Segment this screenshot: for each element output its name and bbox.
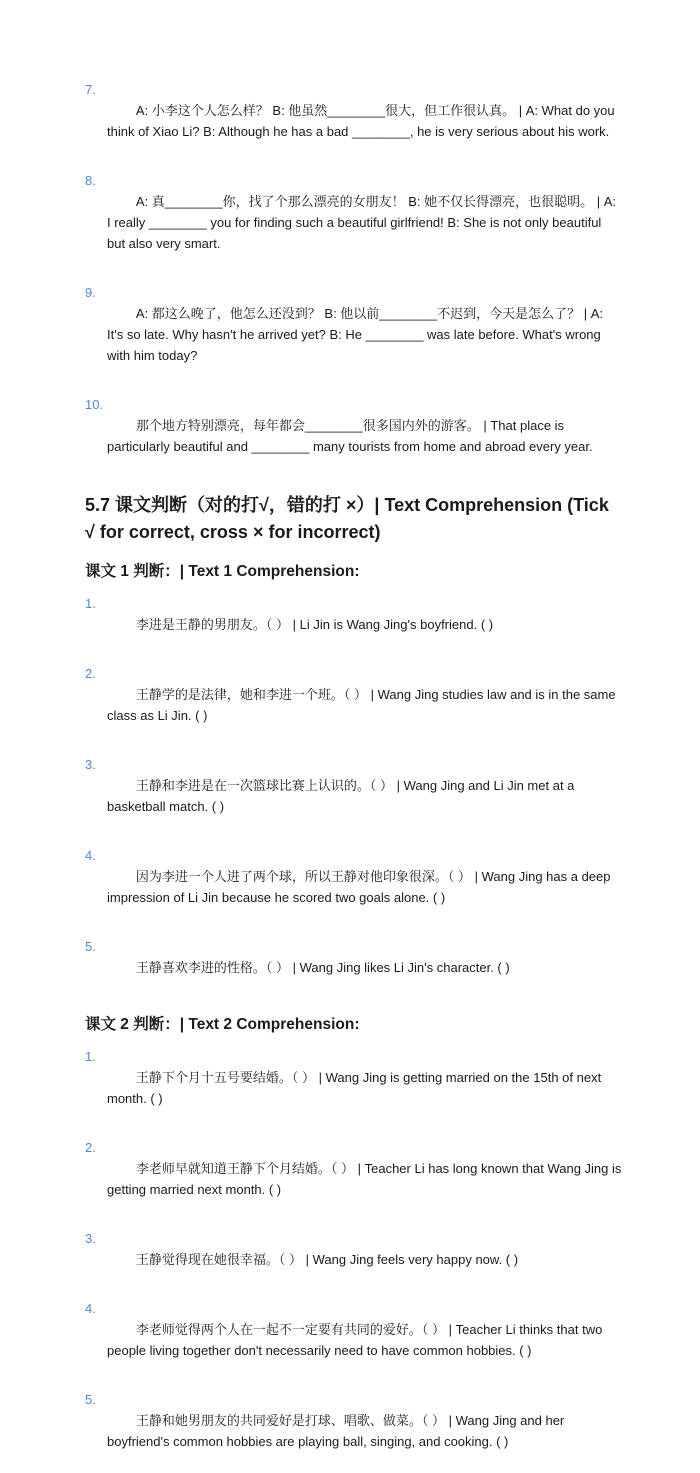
item-text: 那个地方特别漂亮，每年都会________很多国内外的游客。 | That place is particularly beautiful and ________ many tourists from home and abroad every year. [107, 418, 593, 454]
comprehension-item [85, 1389, 622, 1473]
item-number: 7. [85, 82, 96, 97]
exercise-item [85, 170, 622, 275]
comprehension-item [85, 936, 622, 999]
comprehension-item [85, 845, 622, 929]
fill-in-exercise-list [85, 79, 622, 478]
exercise-item [85, 282, 622, 387]
item-number: 3. [85, 1231, 96, 1246]
comprehension-item [85, 1137, 626, 1221]
item-number: 5. [85, 939, 96, 954]
comprehension-item [85, 1298, 622, 1382]
item-text: 王静和她男朋友的共同爱好是打球、唱歌、做菜。（ ） | Wang Jing and her boyfriend's common hobbies are playing ball, singing, and cooking. ( ) [107, 1413, 568, 1449]
item-text: 王静和李进是在一次篮球比赛上认识的。（ ） | Wang Jing and Li Jin met at a basketball match. ( ) [107, 778, 579, 814]
item-number: 1. [85, 1049, 96, 1064]
item-text: A: 都这么晚了，他怎么还没到？ B: 他以前________不迟到，今天是怎么了？ | A: It's so late. Why hasn't he arrived yet? B: He ________ was late before. What's wrong with him today? [107, 306, 607, 363]
comprehension-item [85, 1046, 622, 1130]
item-text: 王静觉得现在她很幸福。（ ） | Wang Jing feels very happy now. ( ) [135, 1252, 519, 1267]
exercise-item [85, 394, 622, 478]
comprehension-item [85, 754, 622, 838]
item-text: A: 真________你，找了个那么漂亮的女朋友！ B: 她不仅长得漂亮，也很聪明。 | A: I really ________ you for finding such a beautiful girlfriend! B: She is not only beautiful but also very smart. [107, 194, 620, 251]
item-text: 王静学的是法律，她和李进一个班。（ ） | Wang Jing studies law and is in the same class as Li Jin. ( ) [107, 687, 620, 723]
comprehension-item [85, 593, 622, 656]
text1-comprehension-list [85, 593, 622, 999]
item-number: 4. [85, 1301, 96, 1316]
item-text: 李进是王静的男朋友。（ ） | Li Jin is Wang Jing's boyfriend. ( ) [135, 617, 494, 632]
item-text: 王静喜欢李进的性格。（ ） | Wang Jing likes Li Jin's character. ( ) [135, 960, 510, 975]
item-text: 李老师早就知道王静下个月结婚。（ ） | Teacher Li has long known that Wang Jing is getting married next month. ( ) [107, 1161, 626, 1197]
exercise-item [85, 79, 622, 163]
item-text: 因为李进一个人进了两个球，所以王静对他印象很深。（ ） | Wang Jing has a deep impression of Li Jin because he scored two goals alone. ( ) [107, 869, 615, 905]
item-number: 3. [85, 757, 96, 772]
item-number: 10. [85, 397, 104, 412]
item-number: 4. [85, 848, 96, 863]
text2-comprehension-list [85, 1046, 626, 1473]
item-number: 9. [85, 285, 96, 300]
item-number: 8. [85, 173, 96, 188]
item-text: 王静下个月十五号要结婚。（ ） | Wang Jing is getting married on the 15th of next month. ( ) [107, 1070, 605, 1106]
item-number: 2. [85, 666, 96, 681]
item-text: A: 小李这个人怎么样？ B: 他虽然________很大，但工作很认真。 | A: What do you think of Xiao Li? B: Although he has a bad ________, he is very serious about his work. [107, 103, 619, 139]
section-heading: 5.7 课文判断（对的打√，错的打 ×）| Text Comprehension (Tick √ for correct, cross × for incorrect) [85, 495, 614, 542]
text1-heading: 课文 1 判断：| Text 1 Comprehension: [85, 563, 360, 580]
comprehension-item [85, 663, 622, 747]
item-number: 1. [85, 596, 96, 611]
item-number: 2. [85, 1140, 96, 1155]
text2-heading: 课文 2 判断：| Text 2 Comprehension: [85, 1016, 360, 1033]
comprehension-item [85, 1228, 622, 1291]
item-text: 李老师觉得两个人在一起不一定要有共同的爱好。（ ） | Teacher Li thinks that two people living together don't necessarily need to have common hobbies. ( ) [107, 1322, 606, 1358]
item-number: 5. [85, 1392, 96, 1407]
